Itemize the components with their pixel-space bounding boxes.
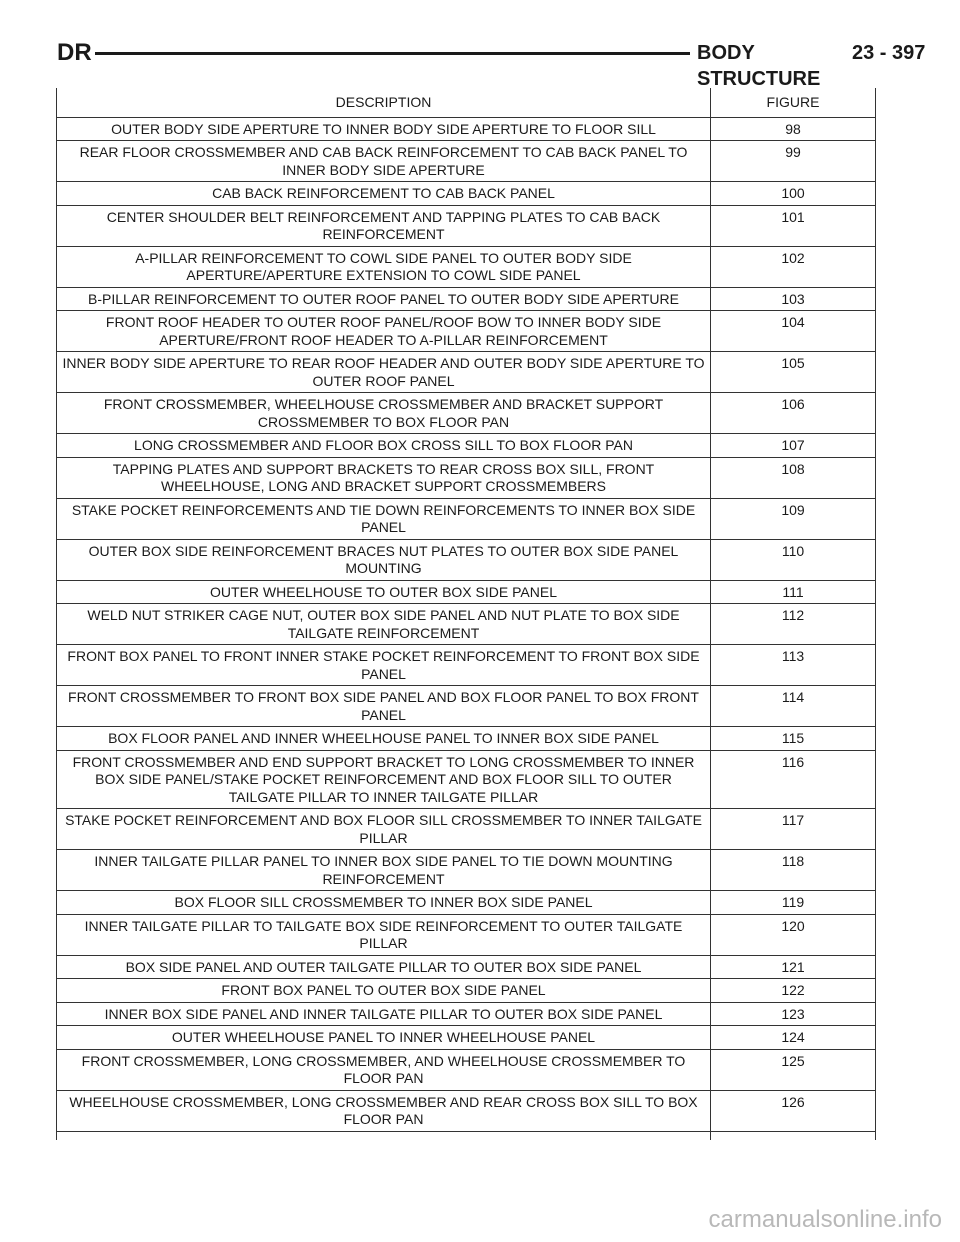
figure-number-cell: 115 xyxy=(781,730,805,746)
table-row xyxy=(57,141,875,182)
figure-number-cell: 118 xyxy=(781,853,805,869)
column-header-figure: FIGURE xyxy=(766,94,820,110)
figure-number-cell: 105 xyxy=(781,355,805,371)
description-cell: FRONT CROSSMEMBER AND END SUPPORT BRACKET TO LONG CROSSMEMBER TO INNER BOX SIDE PANEL/STAKE POCKET REINFORCEMENT AND BOX FLOOR SILL TO OUTER TAILGATE PILLAR TO INNER TAILGATE PILLAR xyxy=(57,751,711,809)
description-cell: FRONT BOX PANEL TO OUTER BOX SIDE PANEL xyxy=(57,979,711,1002)
table-row xyxy=(57,540,875,581)
table-row xyxy=(57,891,875,915)
description-cell: REAR FLOOR CROSSMEMBER AND CAB BACK REINFORCEMENT TO CAB BACK PANEL TO INNER BODY SIDE APERTURE xyxy=(57,141,711,181)
table-row xyxy=(57,1026,875,1050)
description-cell: INNER TAILGATE PILLAR TO TAILGATE BOX SIDE REINFORCEMENT TO OUTER TAILGATE PILLAR xyxy=(57,915,711,955)
description-cell: CAB BACK REINFORCEMENT TO CAB BACK PANEL xyxy=(57,182,711,205)
column-header-description: DESCRIPTION xyxy=(57,88,711,117)
table-row xyxy=(57,850,875,891)
table-row xyxy=(57,247,875,288)
figure-number-cell: 121 xyxy=(781,958,805,975)
description-cell: LONG CROSSMEMBER AND FLOOR BOX CROSS SILL TO BOX FLOOR PAN xyxy=(57,434,711,457)
description-cell: TAPPING PLATES AND SUPPORT BRACKETS TO REAR CROSS BOX SILL, FRONT WHEELHOUSE, LONG AND BRACKET SUPPORT CROSSMEMBERS xyxy=(57,458,711,498)
table-row xyxy=(57,727,875,751)
table-row xyxy=(57,686,875,727)
description-cell: BOX FLOOR PANEL AND INNER WHEELHOUSE PANEL TO INNER BOX SIDE PANEL xyxy=(57,727,711,750)
description-cell: FRONT CROSSMEMBER, WHEELHOUSE CROSSMEMBER AND BRACKET SUPPORT CROSSMEMBER TO BOX FLOOR PAN xyxy=(57,393,711,433)
table-row xyxy=(57,604,875,645)
table-row xyxy=(57,118,875,142)
figure-number-cell: 124 xyxy=(781,1029,805,1045)
figure-number-cell: 120 xyxy=(781,917,805,934)
figure-number-cell: 116 xyxy=(781,753,805,770)
figure-number-cell: 100 xyxy=(781,185,805,201)
table-row xyxy=(57,1091,875,1132)
table-tail xyxy=(57,1132,875,1140)
figure-number-cell: 109 xyxy=(781,501,805,518)
figure-index-table xyxy=(57,88,875,1140)
figure-number-cell: 102 xyxy=(781,249,805,266)
page-header xyxy=(57,39,926,90)
figure-number-cell: 108 xyxy=(781,460,805,477)
figure-number-cell: 117 xyxy=(781,812,805,828)
header-rule xyxy=(95,52,690,55)
table-row xyxy=(57,581,875,605)
figure-number-cell: 114 xyxy=(781,689,805,705)
description-cell: WELD NUT STRIKER CAGE NUT, OUTER BOX SIDE PANEL AND NUT PLATE TO BOX SIDE TAILGATE REINFORCEMENT xyxy=(57,604,711,644)
description-cell: FRONT BOX PANEL TO FRONT INNER STAKE POCKET REINFORCEMENT TO FRONT BOX SIDE PANEL xyxy=(57,645,711,685)
description-cell: OUTER BOX SIDE REINFORCEMENT BRACES NUT PLATES TO OUTER BOX SIDE PANEL MOUNTING xyxy=(57,540,711,580)
description-cell: A-PILLAR REINFORCEMENT TO COWL SIDE PANEL TO OUTER BODY SIDE APERTURE/APERTURE EXTENSION TO COWL SIDE PANEL xyxy=(57,247,711,287)
description-cell: INNER BODY SIDE APERTURE TO REAR ROOF HEADER AND OUTER BODY SIDE APERTURE TO OUTER ROOF PANEL xyxy=(57,352,711,392)
model-code: DR xyxy=(57,39,92,66)
figure-number-cell: 113 xyxy=(781,648,805,664)
table-header-row xyxy=(57,88,875,118)
figure-number-cell: 99 xyxy=(785,144,801,160)
table-row xyxy=(57,206,875,247)
description-cell: OUTER WHEELHOUSE TO OUTER BOX SIDE PANEL xyxy=(57,581,711,604)
figure-number-cell: 112 xyxy=(781,607,805,623)
table-row xyxy=(57,458,875,499)
figure-number-cell: 125 xyxy=(781,1052,805,1069)
watermark: carmanualsonline.info xyxy=(708,1206,942,1233)
description-cell: CENTER SHOULDER BELT REINFORCEMENT AND TAPPING PLATES TO CAB BACK REINFORCEMENT xyxy=(57,206,711,246)
table-row xyxy=(57,182,875,206)
description-cell: FRONT ROOF HEADER TO OUTER ROOF PANEL/ROOF BOW TO INNER BODY SIDE APERTURE/FRONT ROOF HEADER TO A-PILLAR REINFORCEMENT xyxy=(57,311,711,351)
figure-number-cell: 111 xyxy=(782,583,804,600)
table-row xyxy=(57,956,875,980)
figure-number-cell: 122 xyxy=(781,982,805,998)
description-cell: BOX FLOOR SILL CROSSMEMBER TO INNER BOX SIDE PANEL xyxy=(57,891,711,914)
table-row xyxy=(57,645,875,686)
figure-number-cell: 98 xyxy=(785,120,801,137)
figure-number-cell: 104 xyxy=(781,314,805,330)
figure-number-cell: 107 xyxy=(781,437,805,453)
table-row xyxy=(57,499,875,540)
table-right-rule xyxy=(875,88,876,1140)
table-left-rule xyxy=(56,88,57,1140)
description-cell: BOX SIDE PANEL AND OUTER TAILGATE PILLAR TO OUTER BOX SIDE PANEL xyxy=(57,956,711,979)
figure-number-cell: 101 xyxy=(781,208,805,225)
table-row xyxy=(57,809,875,850)
table-row xyxy=(57,393,875,434)
table-row xyxy=(57,751,875,810)
figure-number-cell: 103 xyxy=(781,290,805,307)
table-row xyxy=(57,311,875,352)
description-cell: STAKE POCKET REINFORCEMENT AND BOX FLOOR SILL CROSSMEMBER TO INNER TAILGATE PILLAR xyxy=(57,809,711,849)
description-cell: INNER BOX SIDE PANEL AND INNER TAILGATE PILLAR TO OUTER BOX SIDE PANEL xyxy=(57,1003,711,1026)
table-row xyxy=(57,434,875,458)
table-row xyxy=(57,1050,875,1091)
page-number: 23 - 397 xyxy=(852,42,926,64)
table-row xyxy=(57,1003,875,1027)
table-row xyxy=(57,288,875,312)
description-cell: B-PILLAR REINFORCEMENT TO OUTER ROOF PANEL TO OUTER BODY SIDE APERTURE xyxy=(57,288,711,311)
description-cell: STAKE POCKET REINFORCEMENTS AND TIE DOWN REINFORCEMENTS TO INNER BOX SIDE PANEL xyxy=(57,499,711,539)
figure-number-cell: 119 xyxy=(781,894,805,910)
figure-number-cell: 123 xyxy=(781,1005,805,1022)
description-cell: FRONT CROSSMEMBER, LONG CROSSMEMBER, AND WHEELHOUSE CROSSMEMBER TO FLOOR PAN xyxy=(57,1050,711,1090)
description-cell: OUTER WHEELHOUSE PANEL TO INNER WHEELHOUSE PANEL xyxy=(57,1026,711,1049)
description-cell: OUTER BODY SIDE APERTURE TO INNER BODY SIDE APERTURE TO FLOOR SILL xyxy=(57,118,711,141)
description-cell: FRONT CROSSMEMBER TO FRONT BOX SIDE PANEL AND BOX FLOOR PANEL TO BOX FRONT PANEL xyxy=(57,686,711,726)
figure-number-cell: 126 xyxy=(781,1093,805,1110)
description-cell: WHEELHOUSE CROSSMEMBER, LONG CROSSMEMBER AND REAR CROSS BOX SILL TO BOX FLOOR PAN xyxy=(57,1091,711,1131)
figure-number-cell: 106 xyxy=(781,396,805,412)
table-row xyxy=(57,979,875,1003)
figure-number-cell: 110 xyxy=(781,542,805,559)
table-row xyxy=(57,915,875,956)
section-title: BODY STRUCTURE xyxy=(697,42,821,90)
description-cell: INNER TAILGATE PILLAR PANEL TO INNER BOX SIDE PANEL TO TIE DOWN MOUNTING REINFORCEMENT xyxy=(57,850,711,890)
table-row xyxy=(57,352,875,393)
